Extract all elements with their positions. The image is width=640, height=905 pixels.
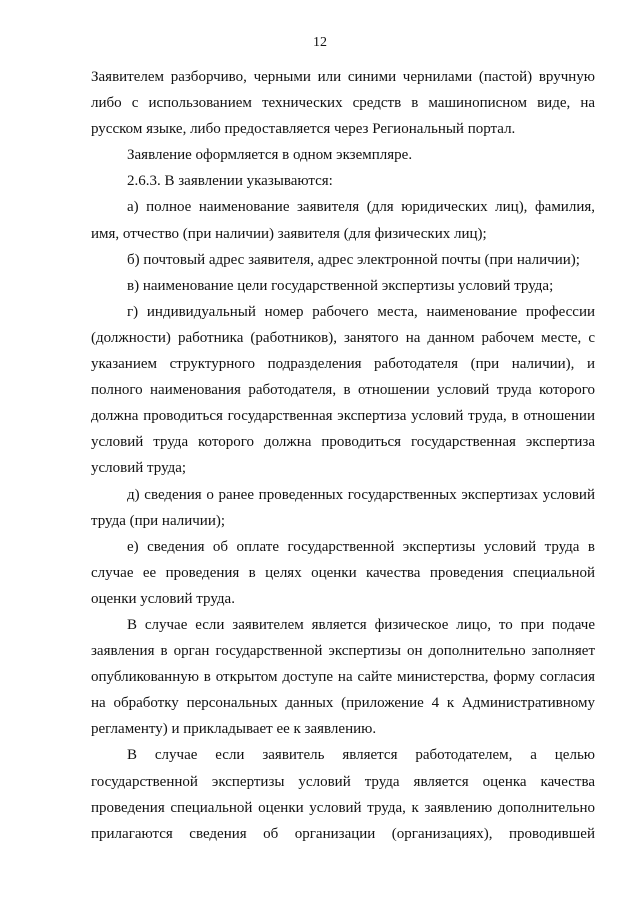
list-item-b: б) почтовый адрес заявителя, адрес электронной почты (при наличии); [127, 251, 580, 268]
paragraph-submission-form: Заявителем разборчиво, черными или синими чернилами (пастой) вручную либо с использованием технических средств в машинописном виде, на русском языке, либо предоставляется через Региональный портал. [91, 69, 595, 138]
document-body [91, 64, 595, 847]
list-item-e: е) сведения об оплате государственной экспертизы условий труда в случае ее проведения в целях оценки качества проведения специальной оценки условий труда. [91, 538, 595, 607]
page-number: 12 [313, 35, 327, 50]
list-item-g: г) индивидуальный номер рабочего места, наименование профессии (должности) работника (работников), занятого на данном рабочем месте, с указанием структурного подразделения работодателя (при наличии), и полного наименования работодателя, в отношении условий труда которого должна проводиться государственная экспертиза условий труда, в отношении условий труда которого должна проводиться государственная экспертиза условий труда; [91, 303, 595, 477]
list-item-a: а) полное наименование заявителя (для юридических лиц), фамилия, имя, отчество (при наличии) заявителя (для физических лиц); [91, 199, 595, 242]
list-item-v: в) наименование цели государственной экспертизы условий труда; [127, 277, 554, 294]
paragraph-individual-applicant: В случае если заявителем является физическое лицо, то при подаче заявления в орган государственной экспертизы он дополнительно заполняет опубликованную в открытом доступе на сайте министерства, форму согласия на обработку персональных данных (приложение 4 к Административному регламенту) и прикладывает ее к заявлению. [91, 616, 595, 738]
list-item-d: д) сведения о ранее проведенных государственных экспертизах условий труда (при наличии); [91, 486, 595, 529]
paragraph-single-copy: Заявление оформляется в одном экземпляре. [127, 147, 413, 164]
paragraph-employer-applicant: В случае если заявитель является работодателем, а целью государственной экспертизы условий труда является оценка качества проведения специальной оценки условий труда, к заявлению дополнительно прилагаются сведения об организации (организациях), проводившей [91, 747, 595, 842]
paragraph-section-2-6-3: 2.6.3. В заявлении указываются: [127, 173, 333, 190]
